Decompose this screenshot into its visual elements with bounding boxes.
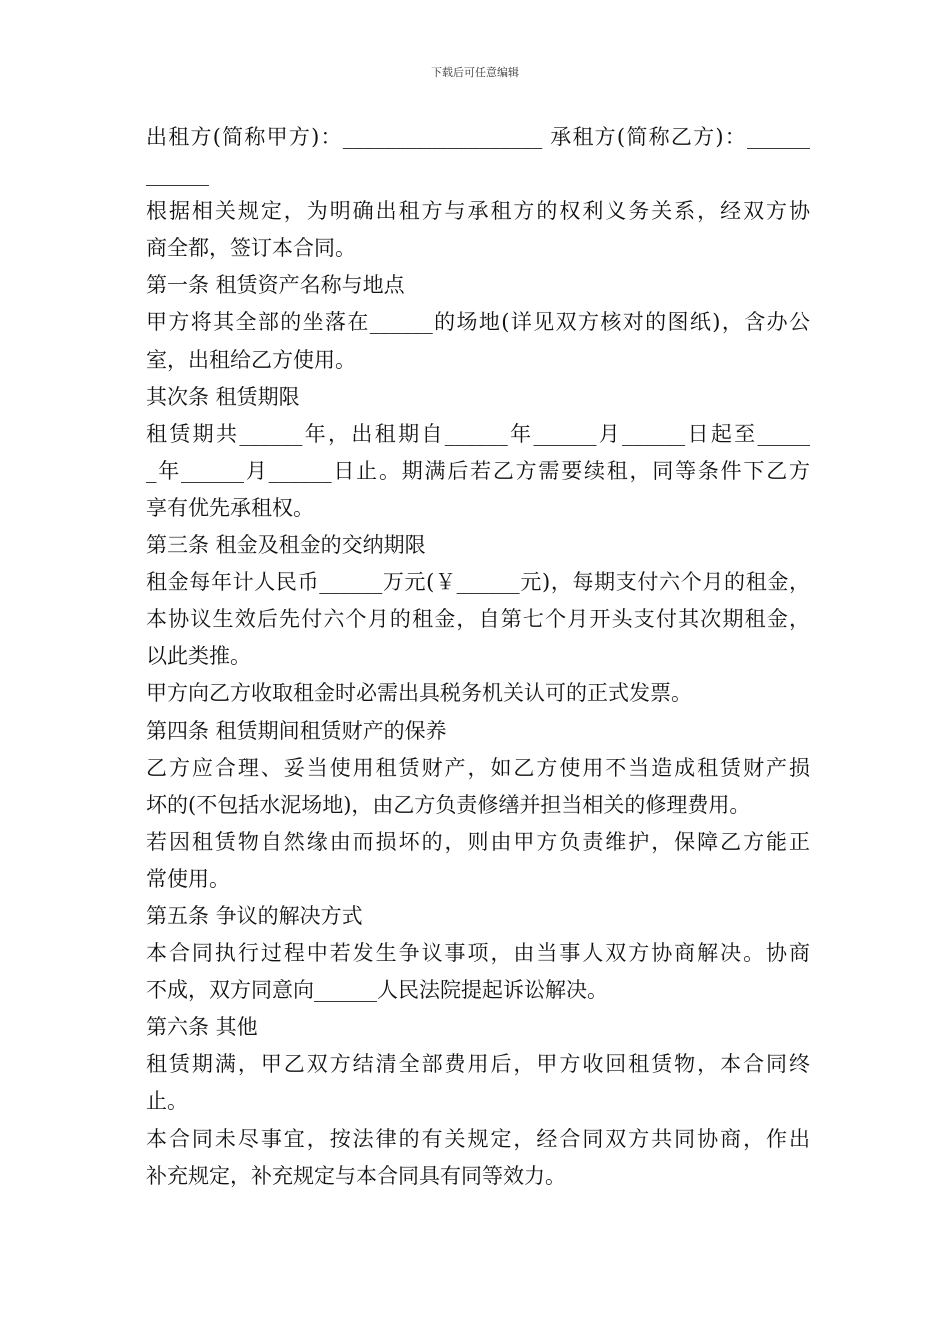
article-4-text-2: 若因租赁物自然缘由而损坏的，则由甲方负责维护，保障乙方能正 <box>146 829 810 854</box>
article-4-text: 乙方应合理、妥当使用租赁财产，如乙方使用不当造成租赁财产损 <box>146 755 810 780</box>
article-3-text-end: 以此类推。 <box>146 644 251 669</box>
article-4-heading: 第四条 租赁期间租赁财产的保养 <box>146 718 447 743</box>
article-5-heading: 第五条 争议的解决方式 <box>146 903 363 928</box>
article-3-invoice: 甲方向乙方收取租金时必需出具税务机关认可的正式发票。 <box>146 681 692 706</box>
article-2-text-cont: _年______月______日止。期满后若乙方需要续租，同等条件下乙方 <box>146 458 810 483</box>
article-1-text: 甲方将其全部的坐落在______的场地(详见双方核对的图纸)，含办公 <box>146 310 810 335</box>
article-2-text-end: 享有优先承租权。 <box>146 495 314 520</box>
parties-line: 出租方(简称甲方)：___________________ 承租方(简称乙方)：______ <box>146 125 810 149</box>
article-3-text: 租金每年计人民币______万元(￥______元)，每期支付六个月的租金， <box>146 570 810 595</box>
article-1-text-cont: 室，出租给乙方使用。 <box>146 347 356 372</box>
article-4-text-cont: 坏的(不包括水泥场地)，由乙方负责修缮并担当相关的修理费用。 <box>146 792 751 817</box>
intro-paragraph: 根据相关规定，为明确出租方与承租方的权利义务关系，经双方协 <box>146 199 810 224</box>
header-note: 下载后可任意编辑 <box>431 66 519 79</box>
article-6-text-2: 本合同未尽事宜，按法律的有关规定，经合同双方共同协商，作出 <box>146 1126 810 1151</box>
article-1-heading: 第一条 租赁资产名称与地点 <box>146 273 405 298</box>
parties-line-cont: ______ <box>146 162 209 187</box>
article-6-text-2-cont: 补充规定，补充规定与本合同具有同等效力。 <box>146 1163 566 1188</box>
intro-paragraph-cont: 商全都，签订本合同。 <box>146 236 356 261</box>
article-5-text: 本合同执行过程中若发生争议事项，由当事人双方协商解决。协商 <box>146 941 810 966</box>
article-3-heading: 第三条 租金及租金的交纳期限 <box>146 533 426 558</box>
article-5-text-cont: 不成，双方同意向______人民法院提起诉讼解决。 <box>146 978 608 1003</box>
article-6-text-cont: 止。 <box>146 1089 188 1114</box>
document-body <box>146 119 810 1195</box>
article-2-heading: 其次条 租赁期限 <box>146 384 300 409</box>
article-4-text-2-cont: 常使用。 <box>146 866 230 891</box>
article-3-text-cont: 本协议生效后先付六个月的租金，自第七个月开头支付其次期租金， <box>146 607 810 632</box>
article-6-text: 租赁期满，甲乙双方结清全部费用后，甲方收回租赁物，本合同终 <box>146 1052 810 1077</box>
article-6-heading: 第六条 其他 <box>146 1015 258 1040</box>
article-2-text: 租赁期共______年，出租期自______年______月______日起至_____ <box>146 421 810 446</box>
